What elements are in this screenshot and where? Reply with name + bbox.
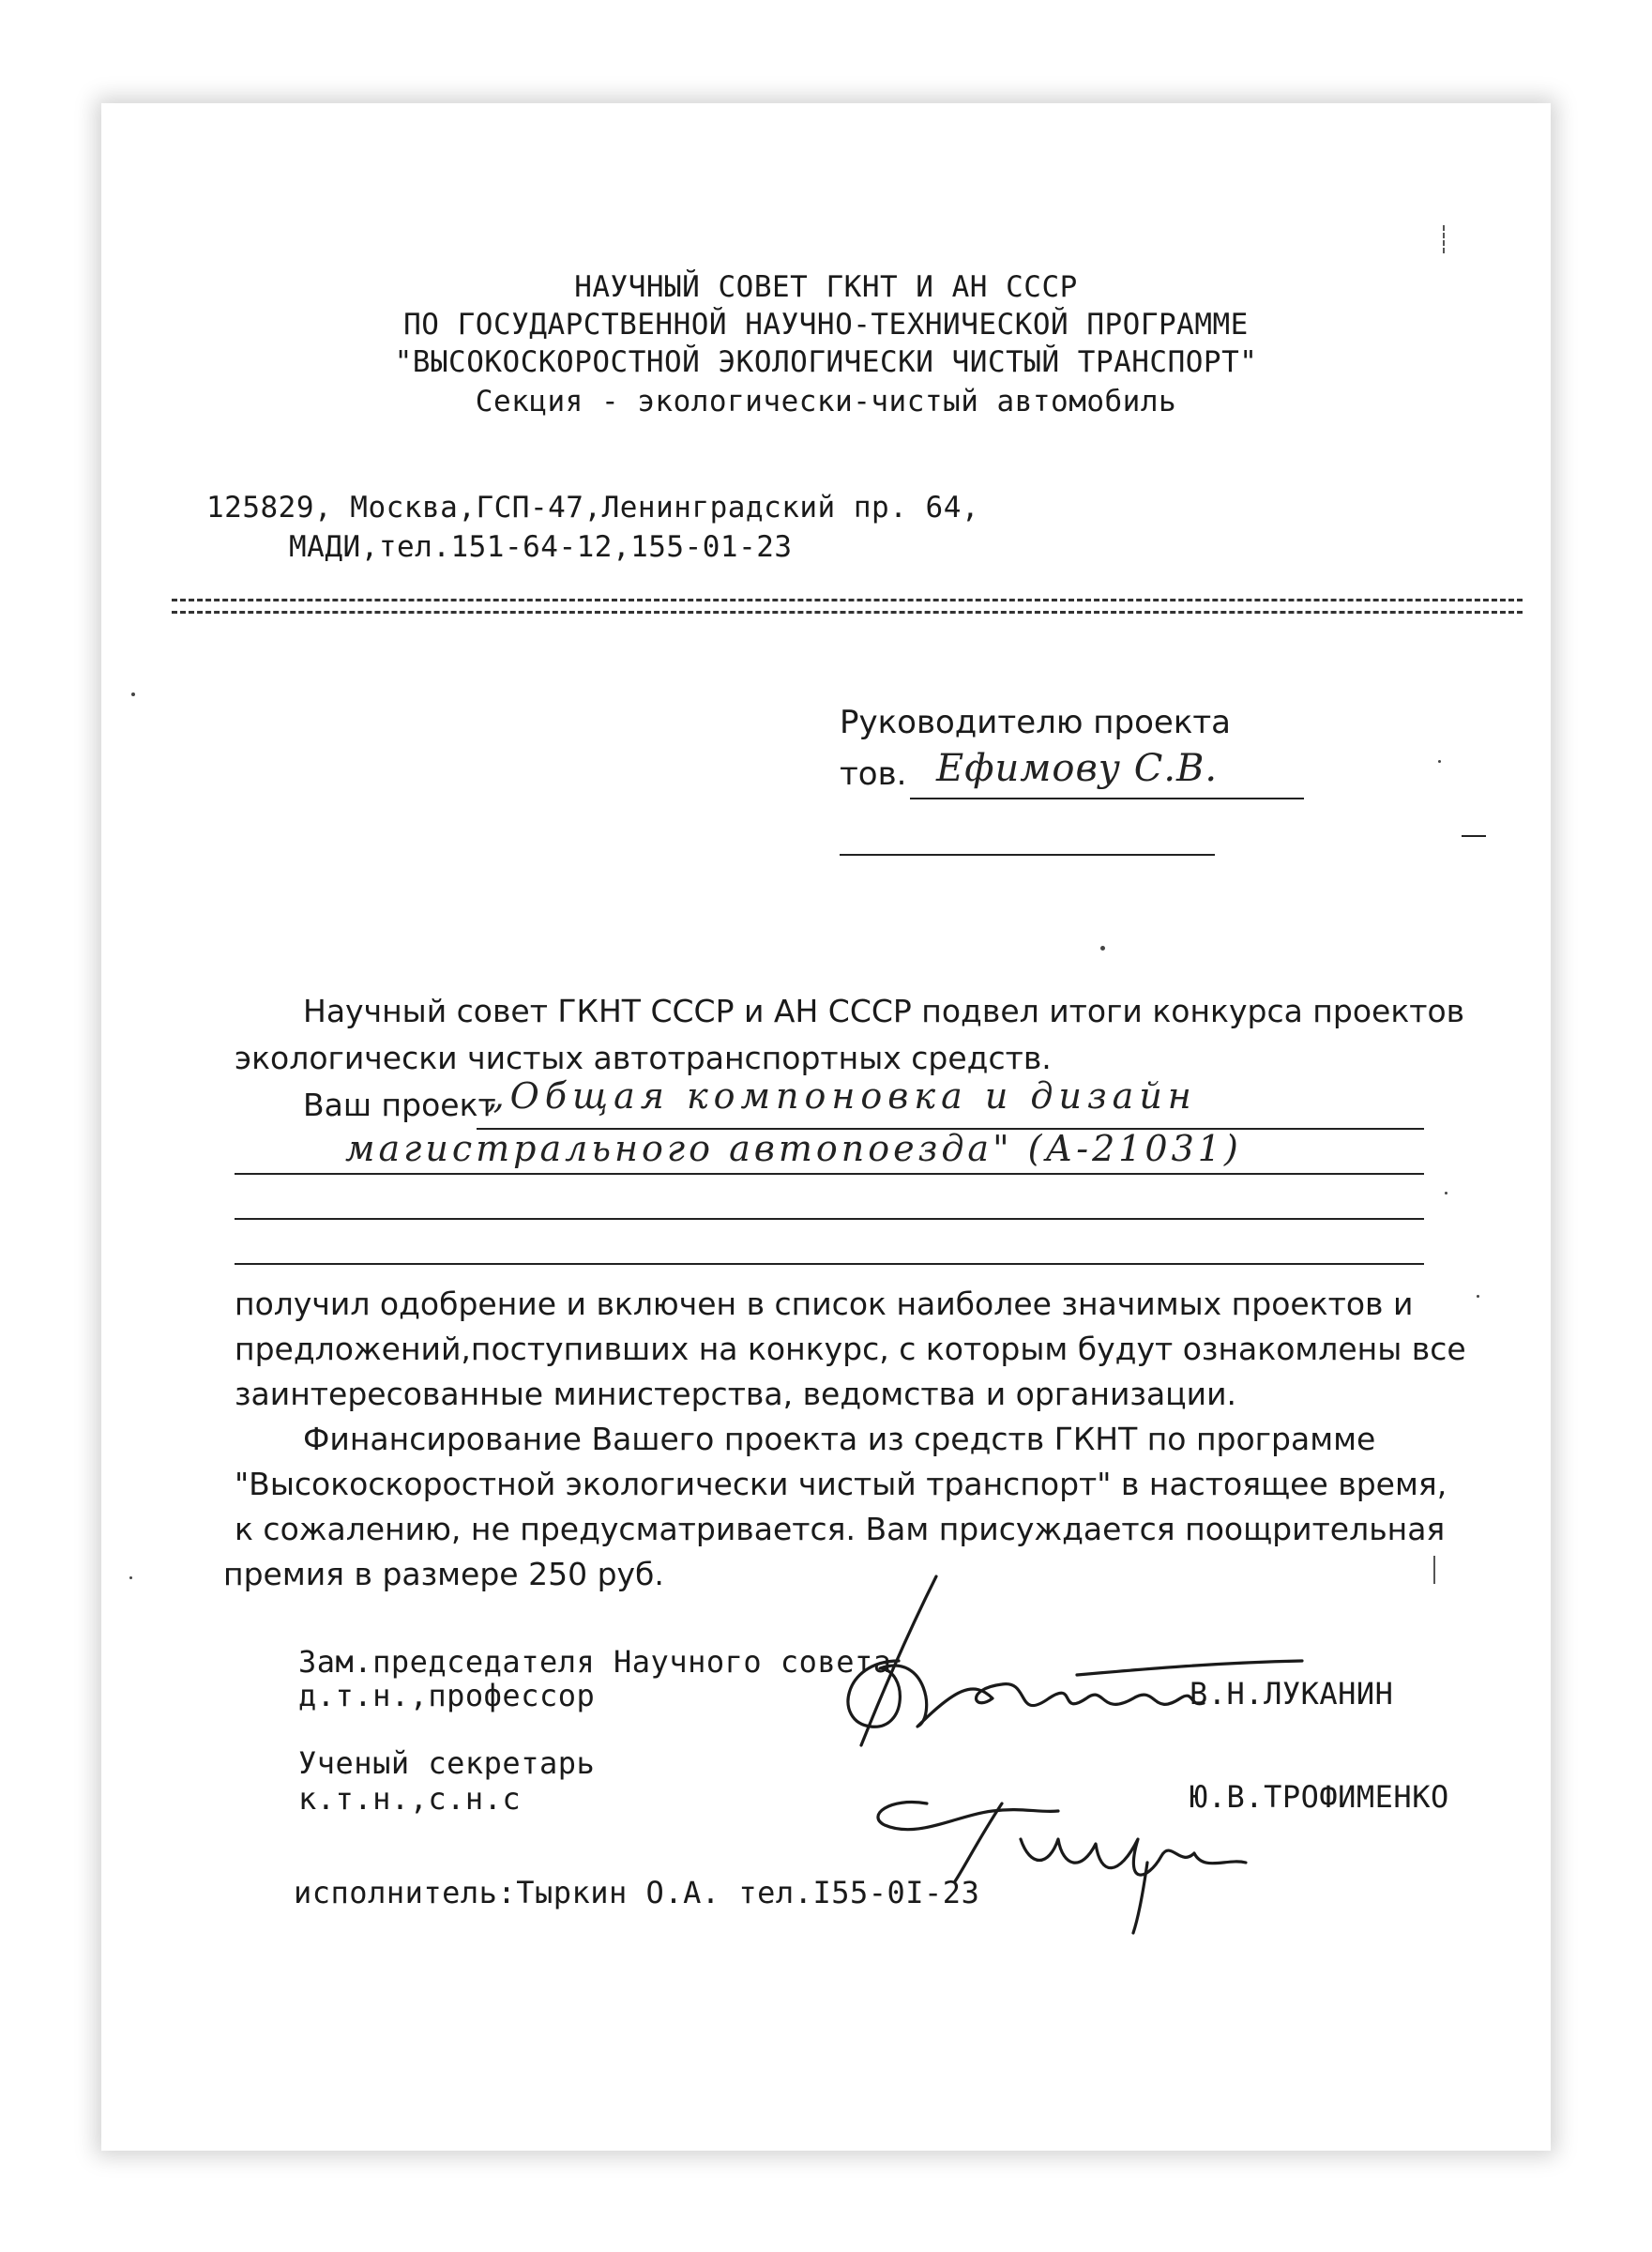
- header-program-name: "ВЫСОКОСКОРОСТНОЙ ЭКОЛОГИЧЕСКИ ЧИСТЫЙ ТРАНСПОРТ": [394, 345, 1258, 379]
- scan-speck: [1438, 760, 1441, 763]
- project-label: Ваш проект: [303, 1087, 496, 1123]
- body-para2-line1: получил одобрение и включен в список наиболее значимых проектов и: [235, 1286, 1414, 1322]
- signature2-stroke-body: [1021, 1839, 1246, 1875]
- project-name-handwritten-2: магистрального автопоезда" (А-21031): [345, 1128, 1242, 1169]
- body-para3-line2: "Высокоскоростной экологически чистый транспорт" в настоящее время,: [235, 1466, 1447, 1502]
- scan-speck: [1100, 946, 1105, 951]
- signature1-stroke-body: [848, 1661, 1204, 1727]
- recipient-title: Руководителю проекта: [840, 704, 1231, 741]
- scan-speck: [129, 1576, 132, 1579]
- signer2-title: Ученый секретарь: [298, 1745, 596, 1781]
- project-underline-3: [235, 1218, 1424, 1220]
- body-para3-line1: Финансирование Вашего проекта из средств ГКНТ по программе: [303, 1421, 1376, 1457]
- recipient-prefix: тов.: [840, 755, 907, 793]
- signer1-degree: д.т.н.,профессор: [298, 1678, 596, 1713]
- body-para2-line2: предложений,поступивших на конкурс, с которым будут ознакомлены все: [235, 1331, 1466, 1367]
- scan-speck: [1445, 1192, 1447, 1194]
- project-name-handwritten-1: „Общая компоновка и дизайн: [486, 1075, 1197, 1117]
- scan-mark: [1462, 835, 1486, 837]
- body-para3-line3: к сожалению, не предусматривается. Вам присуждается поощрительная: [235, 1511, 1446, 1547]
- header-divider-top: [172, 599, 1523, 601]
- header-divider-bottom: [172, 611, 1523, 614]
- header-program-line: ПО ГОСУДАРСТВЕННОЙ НАУЧНО-ТЕХНИЧЕСКОЙ ПРОГРАММЕ: [403, 308, 1249, 342]
- body-para3-line4: премия в размере 250 руб.: [223, 1556, 664, 1592]
- scan-mark: [1433, 1556, 1438, 1584]
- body-para1-line2: экологически чистых автотранспортных средств.: [235, 1040, 1052, 1076]
- header-council-title: НАУЧНЫЙ СОВЕТ ГКНТ И АН СССР: [574, 270, 1078, 304]
- address-line-1: 125829, Москва,ГСП-47,Ленинградский пр. 64,: [206, 491, 980, 525]
- header-section: Секция - экологически-чистый автомобиль: [475, 385, 1177, 418]
- scan-speck: [1477, 1295, 1479, 1298]
- signer1-name: В.Н.ЛУКАНИН: [1190, 1676, 1394, 1712]
- project-underline-4: [235, 1263, 1424, 1265]
- project-underline-2: [235, 1173, 1424, 1175]
- signer2-degree: к.т.н.,с.н.с: [298, 1781, 522, 1817]
- body-para2-line3: заинтересованные министерства, ведомства и организации.: [235, 1376, 1237, 1412]
- signature1-stroke-underline: [1077, 1661, 1302, 1675]
- document-page: [101, 103, 1551, 2151]
- body-para1-line1: Научный совет ГКНТ СССР и АН СССР подвел итоги конкурса проектов: [303, 993, 1465, 1029]
- recipient-name-handwritten: Ефимову С.В.: [936, 747, 1219, 790]
- signer2-name: Ю.В.ТРОФИМЕНКО: [1190, 1779, 1449, 1815]
- scan-speck: [131, 692, 135, 696]
- signature2-stroke-top: [878, 1803, 1058, 1830]
- scan-mark: [1443, 225, 1447, 253]
- signer1-title: Зам.председателя Научного совета: [298, 1644, 892, 1680]
- recipient-blank-line: [840, 854, 1215, 856]
- address-line-2: МАДИ,тел.151-64-12,155-01-23: [289, 530, 793, 564]
- recipient-name-underline: [910, 798, 1304, 799]
- executor-line: исполнитель:Тыркин О.А. тел.I55-0I-23: [294, 1875, 980, 1910]
